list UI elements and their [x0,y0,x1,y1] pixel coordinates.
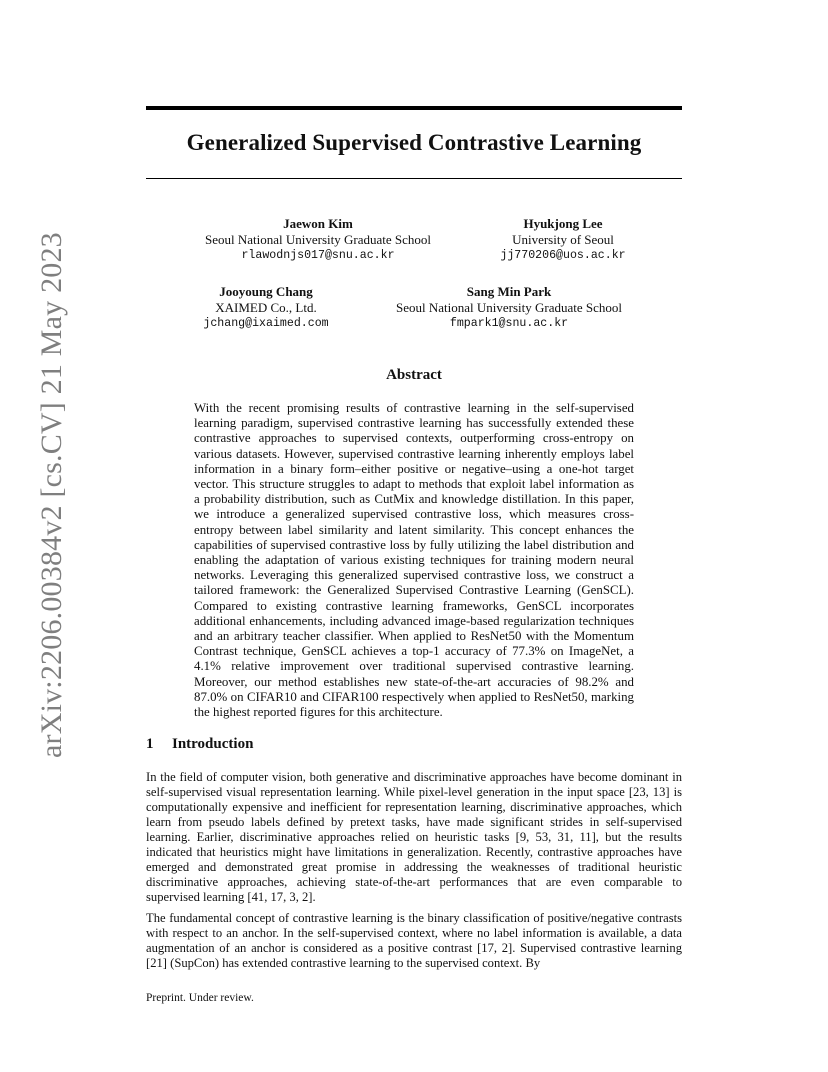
author-name: Jooyoung Chang [219,284,313,299]
section-heading [146,736,253,753]
intro-paragraph-2: The fundamental concept of contrastive learning is the binary classification of positive/negative contrasts with respect to an anchor. In the self-supervised context, where no label information is available, a data augmentation of an anchor is considered as a positive contrast [17, 2]. Supervised contrastive learning [21] (SupCon) has extended contrastive learning to the supervised context. By [146,911,682,970]
author-name: Hyukjong Lee [523,216,603,231]
paper-title: Generalized Supervised Contrastive Learning [186,130,642,155]
author-block-4 [381,284,637,332]
abstract-heading: Abstract [386,367,442,383]
title-top-rule [146,106,682,110]
section-title: Introduction [172,736,254,752]
author-affiliation: Seoul National University Graduate School [395,300,622,315]
arxiv-stamp: arXiv:2206.00384v2 [cs.CV] 21 May 2023 [35,232,68,758]
author-block-3 [186,284,346,332]
abstract-text: With the recent promising results of contrastive learning in the self-supervised learning paradigm, supervised contrastive learning has successfully extended these contrastive approaches to supervised contexts, outperforming cross-entropy on various datasets. However, supervised contrastive learning inherently employs label information in a binary form–either positive or negative–using a one-hot target vector. This structure struggles to adapt to methods that exploit label information as a probability distribution, such as CutMix and knowledge distillation. In this paper, we introduce a generalized supervised contrastive loss, which measures cross-entropy between label similarity and latent similarity. This concept enhances the capabilities of supervised contrastive loss by fully utilizing the label distribution and enabling the adaptation of various existing techniques for training modern neural networks. Leveraging this generalized supervised contrastive loss, we construct a tailored framework: the Generalized Supervised Contrastive Learning (GenSCL). Compared to existing contrastive learning frameworks, GenSCL incorporates additional enhancements, including advanced image-based regularization techniques and an arbitrary teacher classifier. When applied to ResNet50 with the Momentum Contrast technique, GenSCL achieves a top-1 accuracy of 77.3% on ImageNet, a 4.1% relative improvement over traditional supervised contrastive learning. Moreover, our method establishes new state-of-the-art accuracies of 98.2% and 87.0% on CIFAR10 and CIFAR100 respectively when applied to ResNet50, marking the highest reported figures for this architecture. [194,401,634,720]
section-number: 1 [146,736,154,752]
author-name: Sang Min Park [466,284,552,299]
author-affiliation: XAIMED Co., Ltd. [215,300,317,315]
author-email[interactable]: jj770206@uos.ac.kr [500,249,626,262]
footer-note: Preprint. Under review. [146,992,254,1004]
author-email[interactable]: rlawodnjs017@snu.ac.kr [241,249,395,262]
author-block-2 [490,216,636,264]
title-bottom-rule [146,178,682,179]
author-affiliation: Seoul National University Graduate School [204,232,431,247]
author-email[interactable]: fmpark1@snu.ac.kr [449,317,569,330]
author-affiliation: University of Seoul [512,232,614,247]
author-block-1 [190,216,446,264]
author-email[interactable]: jchang@ixaimed.com [203,317,329,330]
intro-paragraph-1: In the field of computer vision, both generative and discriminative approaches have become dominant in self-supervised visual representation learning. While pixel-level generation in the input space [23, 13] is computationally expensive and inefficient for representation learning, discriminative approaches, which learn from pseudo labels defined by pretext tasks, have made significant strides in self-supervised learning. Earlier, discriminative approaches relied on heuristic tasks [9, 53, 31, 11], but the results indicated that heuristics might have limitations in generalization. Recently, contrastive approaches have emerged and demonstrated great promise in addressing the weaknesses of traditional heuristic discriminative approaches, achieving state-of-the-art performances that are even comparable to supervised learning [41, 17, 3, 2]. [146,770,682,904]
author-name: Jaewon Kim [283,216,353,231]
